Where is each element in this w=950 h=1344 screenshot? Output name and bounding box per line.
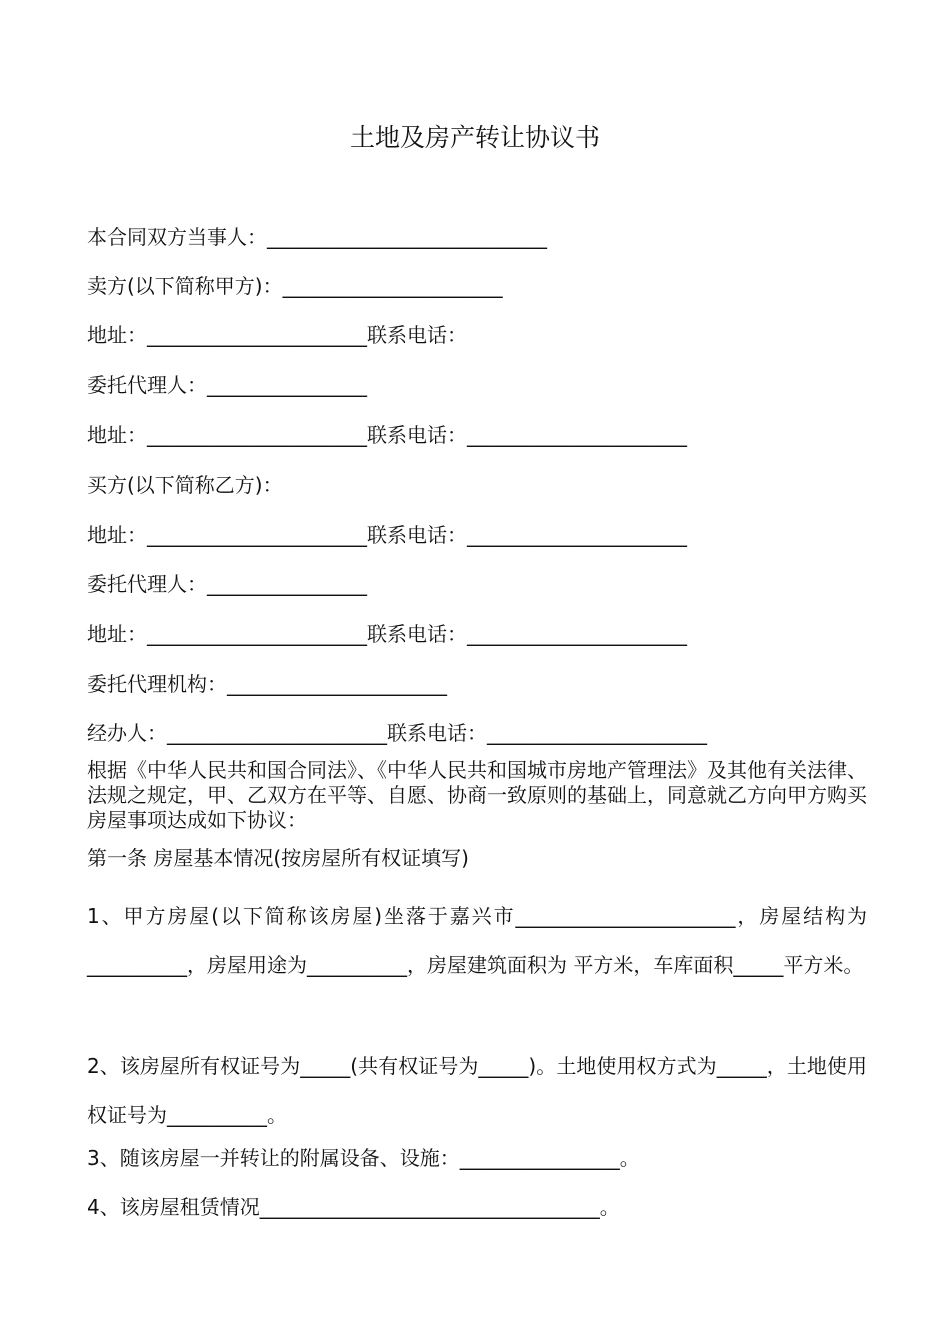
seller-agent-line: 委托代理人：________________ bbox=[87, 373, 367, 397]
agency-line: 委托代理机构：______________________ bbox=[87, 672, 447, 696]
clause-4: 4、该房屋租赁情况__________________________________。 bbox=[87, 1195, 620, 1219]
basis-paragraph: 根据《中华人民共和国合同法》、《中华人民共和国城市房地产管理法》及其他有关法律、法规之规定，甲、乙双方在平等、自愿、协商一致原则的基础上，同意就乙方向甲方购买房屋事项达成如下协议： bbox=[87, 758, 867, 832]
handler-line: 经办人：______________________联系电话：______________________ bbox=[87, 721, 707, 745]
seller-line: 卖方(以下简称甲方)：______________________ bbox=[87, 274, 503, 298]
buyer-address-line: 地址：______________________联系电话：______________________ bbox=[87, 523, 687, 547]
article-1-heading: 第一条 房屋基本情况(按房屋所有权证填写) bbox=[87, 846, 469, 870]
clause-1: 1、甲方房屋(以下简称该房屋)坐落于嘉兴市______________________，房屋结构为__________，房屋用途为__________，房屋建筑面积为 平方米，车库面积_____平方米。 bbox=[87, 904, 867, 977]
parties-line: 本合同双方当事人：____________________________ bbox=[87, 225, 547, 249]
buyer-agent-address-line: 地址：______________________联系电话：______________________ bbox=[87, 622, 687, 646]
buyer-line: 买方(以下简称乙方)： bbox=[87, 473, 283, 497]
seller-agent-address-line: 地址：______________________联系电话：______________________ bbox=[87, 423, 687, 447]
clause-2: 2、该房屋所有权证号为_____(共有权证号为_____)。土地使用权方式为_____，土地使用权证号为__________。 bbox=[87, 1054, 867, 1127]
buyer-agent-line: 委托代理人：________________ bbox=[87, 572, 367, 596]
seller-address-line: 地址：______________________联系电话： bbox=[87, 323, 467, 347]
clause-3: 3、随该房屋一并转让的附属设备、设施：________________。 bbox=[87, 1146, 640, 1170]
document-title: 土地及房产转让协议书 bbox=[349, 123, 600, 152]
